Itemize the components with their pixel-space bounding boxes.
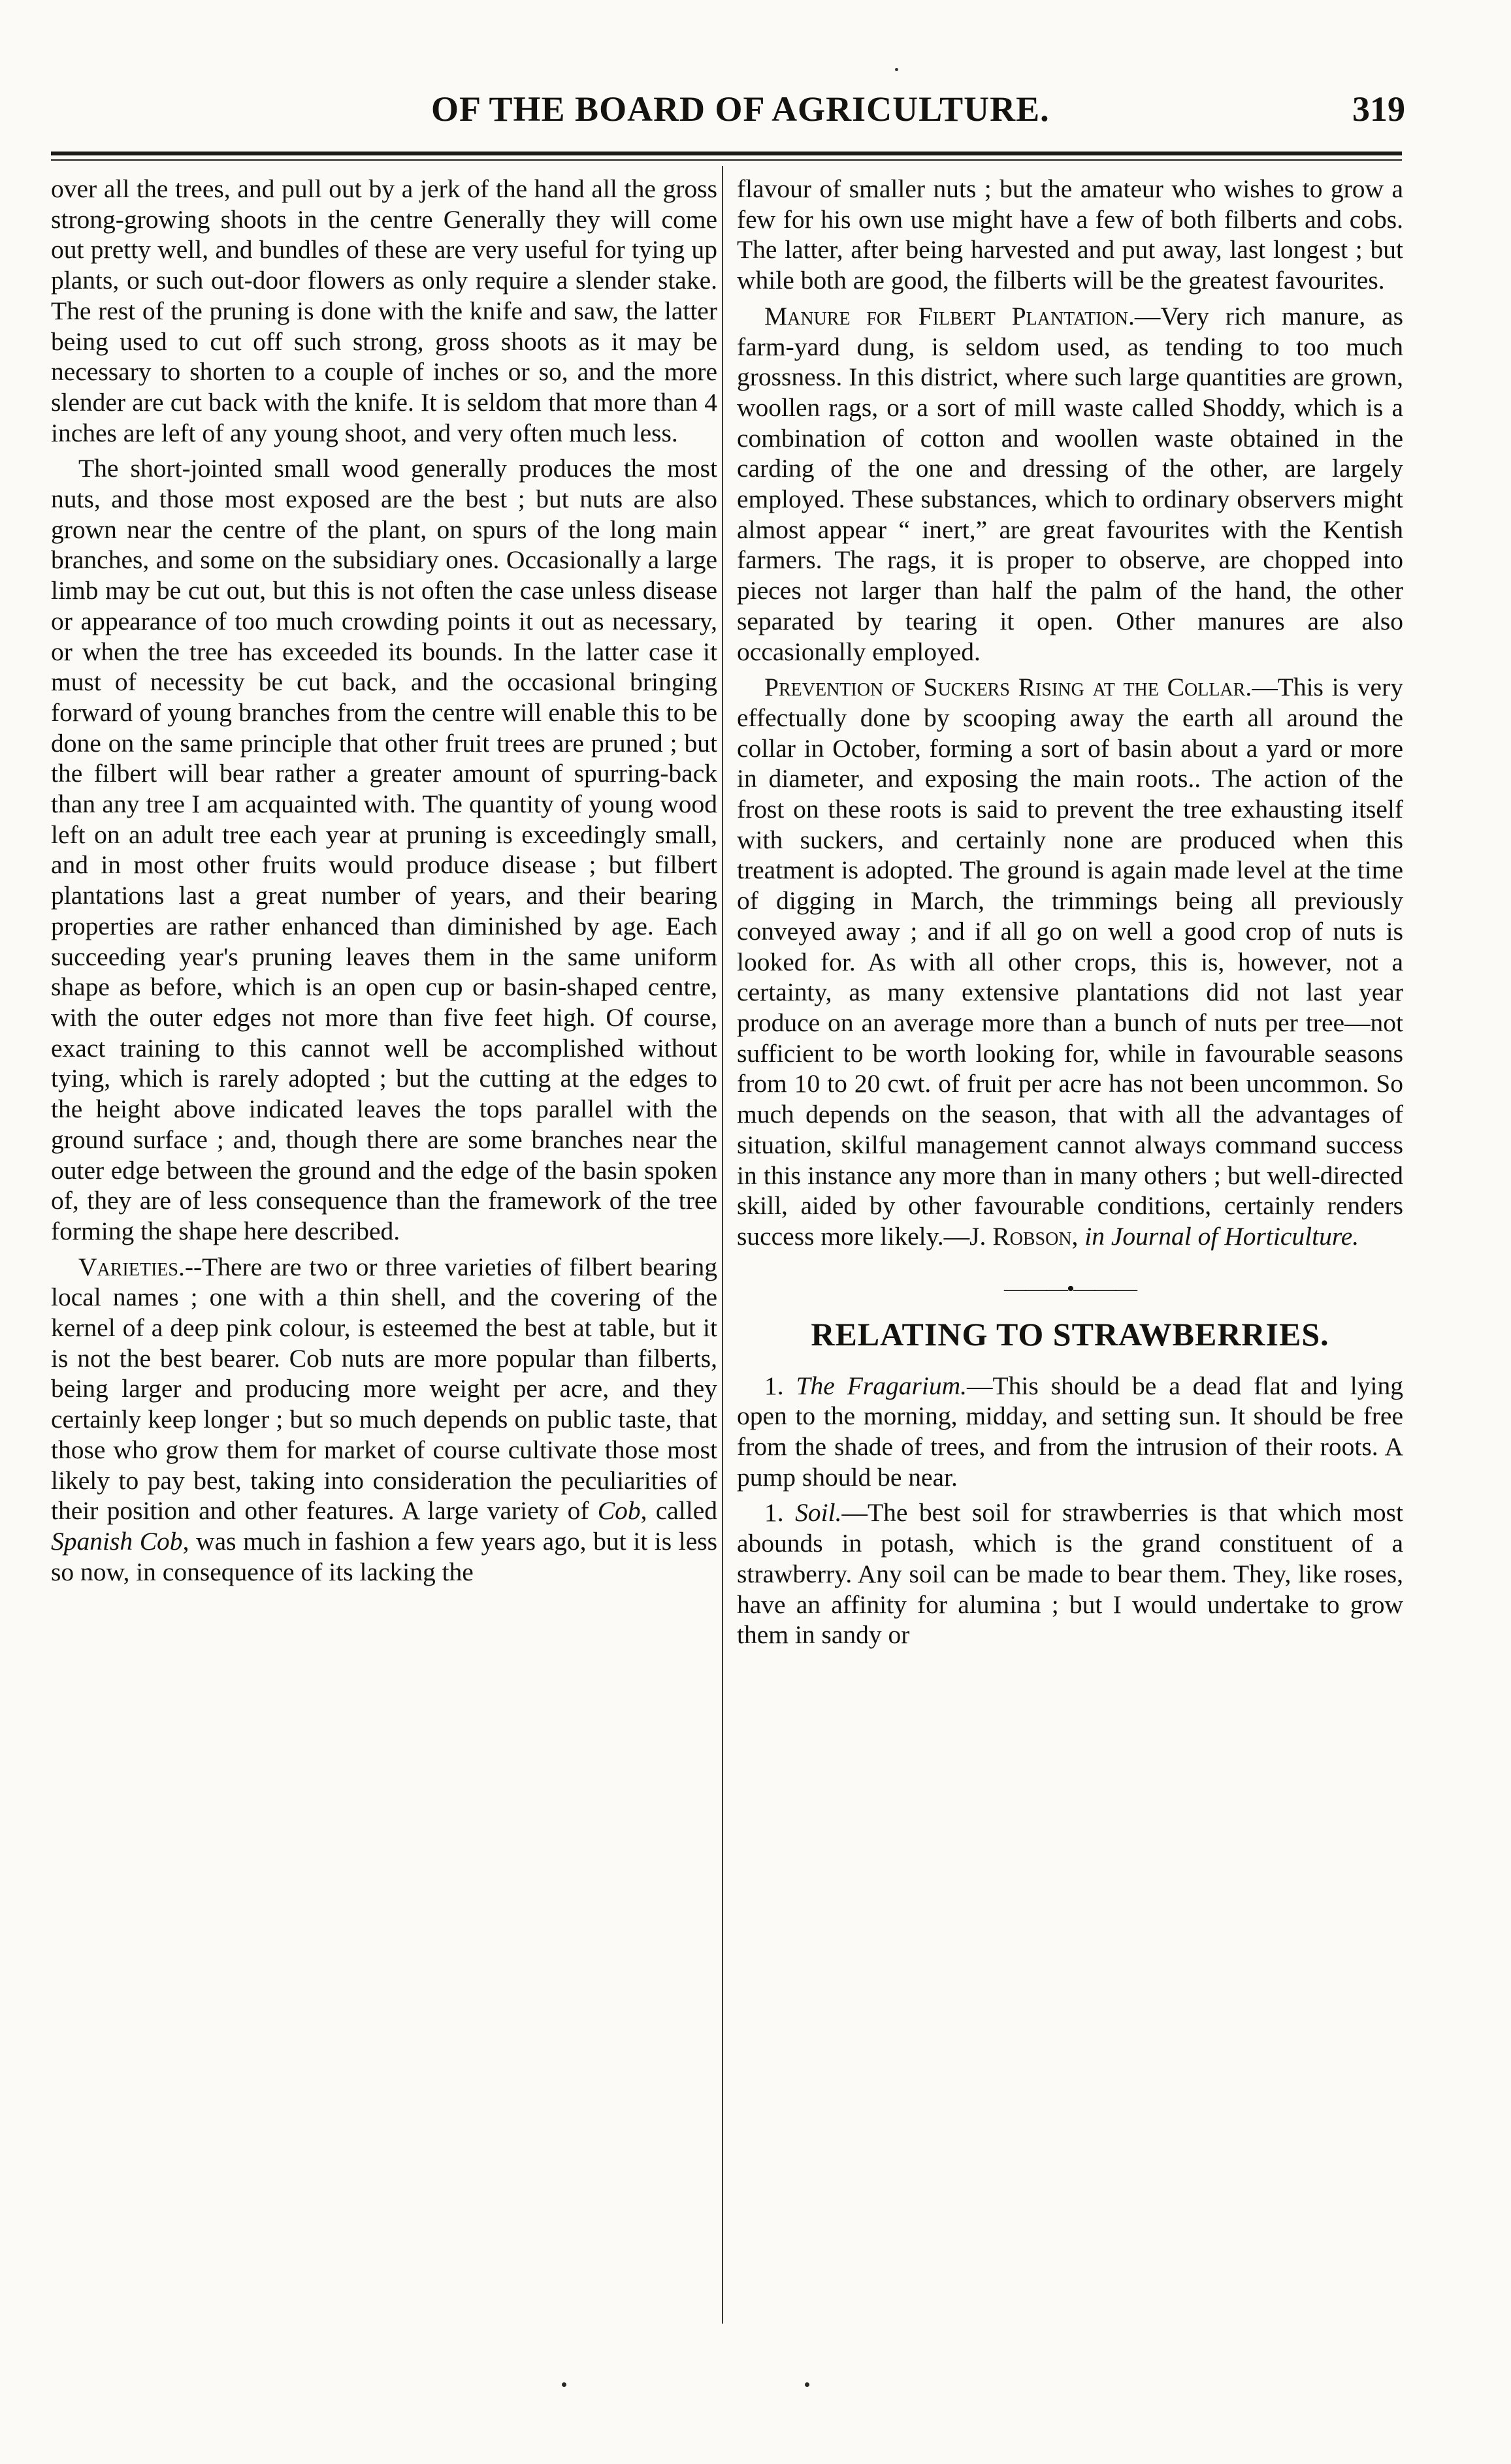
left-column bbox=[51, 174, 717, 2329]
print-speck bbox=[895, 68, 898, 71]
paragraph-soil bbox=[737, 1497, 1403, 1650]
suckers-text: —This is very effectually done by scooping away the earth all around the collar in October, forming a sort of basin about a yard or more in diameter, and exposing the main roots.. The action of the frost on these roots is said to prevent the tree exhausting itself with suckers, and certainly none are produced when this treatment is adopted. The ground is again made level at the time of digging in March, the trimmings being all previously conveyed away ; and if all go on well a good crop of nuts is looked for. As with all other crops, this is, however, not a certainty, as many extensive plantations did not last year produce on an average more than a bunch of nuts per tree—not sufficient to be worth looking for, while in favourable seasons from 10 to 20 cwt. of fruit per acre has not been uncommon. So much depends on the season, that with all the advantages of situation, skilful management cannot always command success in this instance any more than in many others ; but well-directed skill, aided by other favourable conditions, certainly renders success more likely.— bbox=[737, 673, 1403, 1251]
manure-heading: Manure for Filbert Plantation. bbox=[764, 301, 1135, 330]
section-title: RELATING TO STRAWBERRIES. bbox=[811, 1315, 1329, 1352]
right-column bbox=[737, 174, 1403, 2329]
print-speck bbox=[805, 2382, 809, 2387]
varieties-text-a: --There are two or three varieties of filbert bearing local names ; one with a thin shell, and the covering of the kernel of a deep pink colour, is esteemed the best at table, but it is not the best bearer. Cob nuts are more popular than filberts, being larger and producing more weight per acre, and they certainly keep longer ; but so much depends on public taste, that those who grow them for market of course cultivate those most likely to pay best, taking into consideration the peculiarities of their position and other features. A large variety of bbox=[51, 1252, 717, 1526]
suckers-heading: Prevention of Suckers Rising at the Collar. bbox=[764, 673, 1252, 702]
paragraph-short-jointed-wood: The short-jointed small wood generally produces the most nuts, and those most exposed are the best ; but nuts are also grown near the centre of the plant, on spurs of the long main branches, and some on the subsidiary ones. Occasionally a large limb may be cut out, but this is not often the case unless disease or appearance of too much crowding points it out as necessary, or when the tree has exceeded its bounds. In the latter case it must of necessity be cut back, and the occasional bringing forward of young branches from the centre will enable this to be done on the same principle that other fruit trees are pruned ; but the filbert will bear rather a greater amount of spurring-back than any tree I am acquainted with. The quantity of young wood left on an adult tree each year at pruning is exceedingly small, and in most other fruits would produce disease ; but filbert plantations last a great number of years, and their bearing properties are rather enhanced than diminished by age. Each succeeding year's pruning leaves them in the same uniform shape as before, which is an open cup or basin-shaped centre, with the outer edges not more than five feet high. Of course, exact training to this cannot well be accomplished without tying, which is rarely adopted ; but the cutting at the edges to the height above indicated leaves the tops parallel with the ground surface ; and, though there are some branches near the outer edge between the ground and the edge of the basin spoken of, they are of less consequence than the framework of the tree forming the shape here described. bbox=[51, 454, 717, 1245]
spanish-cob-italic: Spanish Cob bbox=[51, 1526, 183, 1556]
source-journal: Journal of Horticulture. bbox=[1111, 1221, 1359, 1251]
varieties-heading: Varieties. bbox=[78, 1252, 185, 1281]
in-word: in bbox=[1078, 1221, 1111, 1251]
manure-text: —Very rich manure, as farm-yard dung, is seldom used, as tending to too much grossness. In this district, where such large quantities are grown, woollen rags, or a sort of mill waste called Shoddy, which is a combination of cotton and woollen waste obtained in the carding of the one and dressing of the other, are largely employed. These substances, which to ordinary observers might almost appear “ inert,” are great favourites with the Kentish farmers. The rags, it is proper to observe, are chopped into pieces not larger than half the palm of the hand, the other separated by tearing it open. Other manures are also occasionally employed. bbox=[737, 301, 1403, 666]
header-rule-thin bbox=[51, 159, 1402, 161]
running-title: OF THE BOARD OF AGRICULTURE. bbox=[431, 89, 1050, 129]
cob-italic: Cob bbox=[597, 1496, 641, 1526]
section-ornament: ———•——— bbox=[1004, 1276, 1136, 1301]
paragraph-manure bbox=[737, 301, 1403, 667]
paragraph-fragarium bbox=[737, 1371, 1403, 1493]
fragarium-text: —This should be a dead flat and lying open to the morning, midday, and setting sun. It should be free from the shade of trees, and from the intrusion of their roots. A pump should be near. bbox=[737, 1371, 1403, 1492]
paragraph-pruning-continued: over all the trees, and pull out by a jerk of the hand all the gross strong-growing shoots in the centre Generally they will come out pretty well, and bundles of these are very useful for tying up plants, or such out-door flowers as only require a slender stake. The rest of the pruning is done with the knife and saw, the latter being used to cut off such strong, gross shoots as it may be necessary to shorten to a couple of inches or so, and the more slender are cut back with the knife. It is seldom that more than 4 inches are left of any young shoot, and very often much less. bbox=[51, 174, 717, 447]
fragarium-number: 1. bbox=[764, 1371, 796, 1400]
page-number: 319 bbox=[1352, 89, 1405, 129]
header-rule-thick bbox=[51, 152, 1402, 155]
varieties-text-b: , called bbox=[640, 1496, 717, 1526]
paragraph-suckers bbox=[737, 672, 1403, 1251]
column-divider bbox=[722, 166, 723, 2324]
soil-number: 1. bbox=[764, 1498, 796, 1528]
fragarium-heading: The Fragarium. bbox=[796, 1371, 967, 1400]
paragraph-flavour: flavour of smaller nuts ; but the amateur who wishes to grow a few for his own use might have a few of both filberts and cobs. The latter, after being harvested and put away, last longest ; but while both are good, the filberts will be the greatest favourites. bbox=[737, 174, 1403, 295]
soil-text: —The best soil for strawberries is that which most abounds in potash, which is the grand constituent of a strawberry. Any soil can be made to bear them. They, like roses, have an affinity for alumina ; but I would undertake to grow them in sandy or bbox=[737, 1498, 1403, 1650]
print-speck bbox=[562, 2382, 566, 2387]
signature: J. Robson, bbox=[969, 1221, 1079, 1251]
paragraph-varieties bbox=[51, 1252, 717, 1588]
soil-heading: Soil. bbox=[795, 1498, 842, 1528]
varieties-text-c: , was much in fashion a few years ago, but it is less so now, in consequence of its lacking the bbox=[51, 1526, 717, 1586]
